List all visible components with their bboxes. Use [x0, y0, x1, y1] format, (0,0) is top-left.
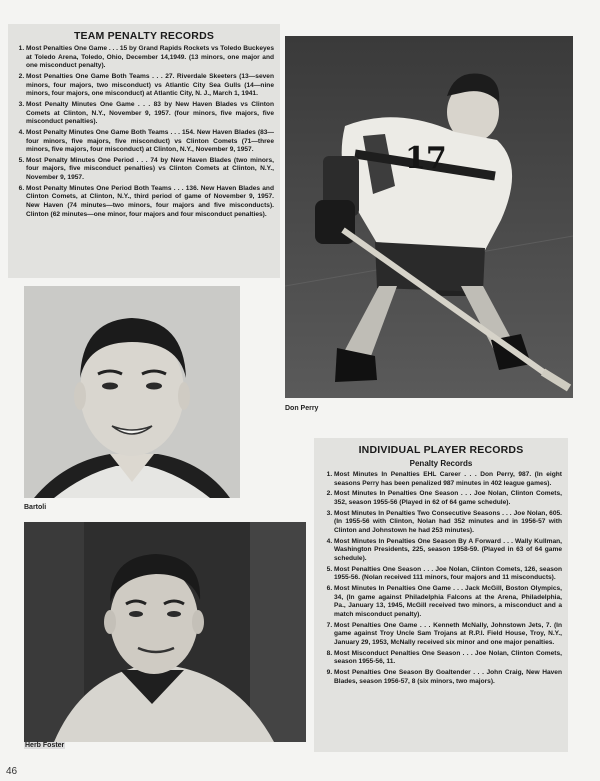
list-item: 1. Most Minutes In Penalties EHL Career . . . Don Perry, 987. (In eight seasons Perry has been penalized 987 minutes in 402 league games).	[334, 471, 562, 488]
team-records-list	[8, 45, 280, 219]
don-perry-photo	[285, 36, 573, 398]
list-item: 5. Most Penalties One Season . . . Joe Nolan, Clinton Comets, 126, season 1955-56. (Nolan received 111 minors, four majors and 11 misconducts).	[334, 566, 562, 583]
list-item: 4. Most Penalty Minutes One Game Both Teams . . . 154. New Haven Blades (83—four minors, five majors, five misconduct) vs Clinton Comets (71—three minors, five majors, four misconduct) at Clinton, N.Y., November 9, 1957.	[26, 129, 274, 155]
list-item: 6. Most Minutes In Penalties One Game . . . Jack McGill, Boston Olympics, 34, (In game against Philadelphia Falcons at the Arena, Philadelphia, Pa., January 13, 1945, McGill received two minors, a misconduct and a match misconduct penalty).	[334, 585, 562, 619]
individual-records-list	[314, 471, 568, 686]
list-item: 1. Most Penalties One Game . . . 15 by Grand Rapids Rockets vs Toledo Buckeyes at Toledo Arena, Toledo, Ohio, December 14,1949. (13 minors, one major and one misconduct penalty).	[26, 45, 274, 71]
individual-player-records-box	[314, 438, 568, 752]
team-records-title: TEAM PENALTY RECORDS	[73, 30, 215, 42]
individual-records-subtitle: Penalty Records	[409, 459, 473, 468]
list-item: 9. Most Penalties One Season By Goaltender . . . John Craig, New Haven Blades, season 1956-57, 8 (six minors, two majors).	[334, 669, 562, 686]
jersey-number: 17	[405, 141, 447, 176]
team-penalty-records-box	[8, 24, 280, 278]
list-item: 2. Most Minutes In Penalties One Season . . . Joe Nolan, Clinton Comets, 352, season 1955-56 (Played in 62 of 64 game schedule).	[334, 490, 562, 507]
bartoli-caption: Bartoli	[24, 504, 47, 511]
herb-foster-caption: Herb Foster	[25, 742, 65, 749]
page-number: 46	[6, 766, 18, 777]
list-item: 3. Most Penalty Minutes One Game . . . 83 by New Haven Blades vs Clinton Comets at Clinton, N.Y., November 9, 1957. (four minors, five majors, five misconduct penalties).	[26, 101, 274, 127]
bartoli-photo	[24, 286, 240, 498]
herb-foster-photo	[24, 522, 306, 742]
list-item: 7. Most Penalties One Game . . . Kenneth McNally, Johnstown Jets, 7. (In game against Troy Uncle Sam Trojans at R.P.I. Field House, Troy, N.Y., January 29, 1953, McNally received six minor and one major penalties.	[334, 622, 562, 648]
list-item: 6. Most Penalty Minutes One Period Both Teams . . . 136. New Haven Blades and Clinton Comets, at Clinton, N.Y., third period of game of November 9, 1957. New Haven (74 minutes—two minors, four majors and five misconducts). Clinton (62 minutes—one minor, four majors and four misconduct penalties).	[26, 185, 274, 219]
list-item: 3. Most Minutes In Penalties Two Consecutive Seasons . . . Joe Nolan, 605. (In 1955-56 with Clinton, Nolan had 352 minutes and in 1956-57 with Clinton and Johnstown he had 253 minutes).	[334, 510, 562, 536]
individual-records-title: INDIVIDUAL PLAYER RECORDS	[358, 444, 524, 456]
don-perry-caption: Don Perry	[285, 405, 319, 412]
list-item: 8. Most Misconduct Penalties One Season . . . Joe Nolan, Clinton Comets, season 1955-56, 11.	[334, 650, 562, 667]
list-item: 5. Most Penalty Minutes One Period . . . 74 by New Haven Blades (two minors, four majors, five misconduct penalties) vs Clinton Comets at Clinton, N.Y., November 9, 1957.	[26, 157, 274, 183]
list-item: 2. Most Penalties One Game Both Teams . . . 27. Riverdale Skeeters (13—seven minors, four majors, two misconduct) vs Atlantic City Sea Gulls (14—nine minors, four majors, one misconduct) at Atlantic City, N. J., March 1, 1941.	[26, 73, 274, 99]
list-item: 4. Most Minutes In Penalties One Season By A Forward . . . Wally Kullman, Washington Presidents, 225, season 1958-59. (Played in 63 of 64 game schedule).	[334, 538, 562, 564]
